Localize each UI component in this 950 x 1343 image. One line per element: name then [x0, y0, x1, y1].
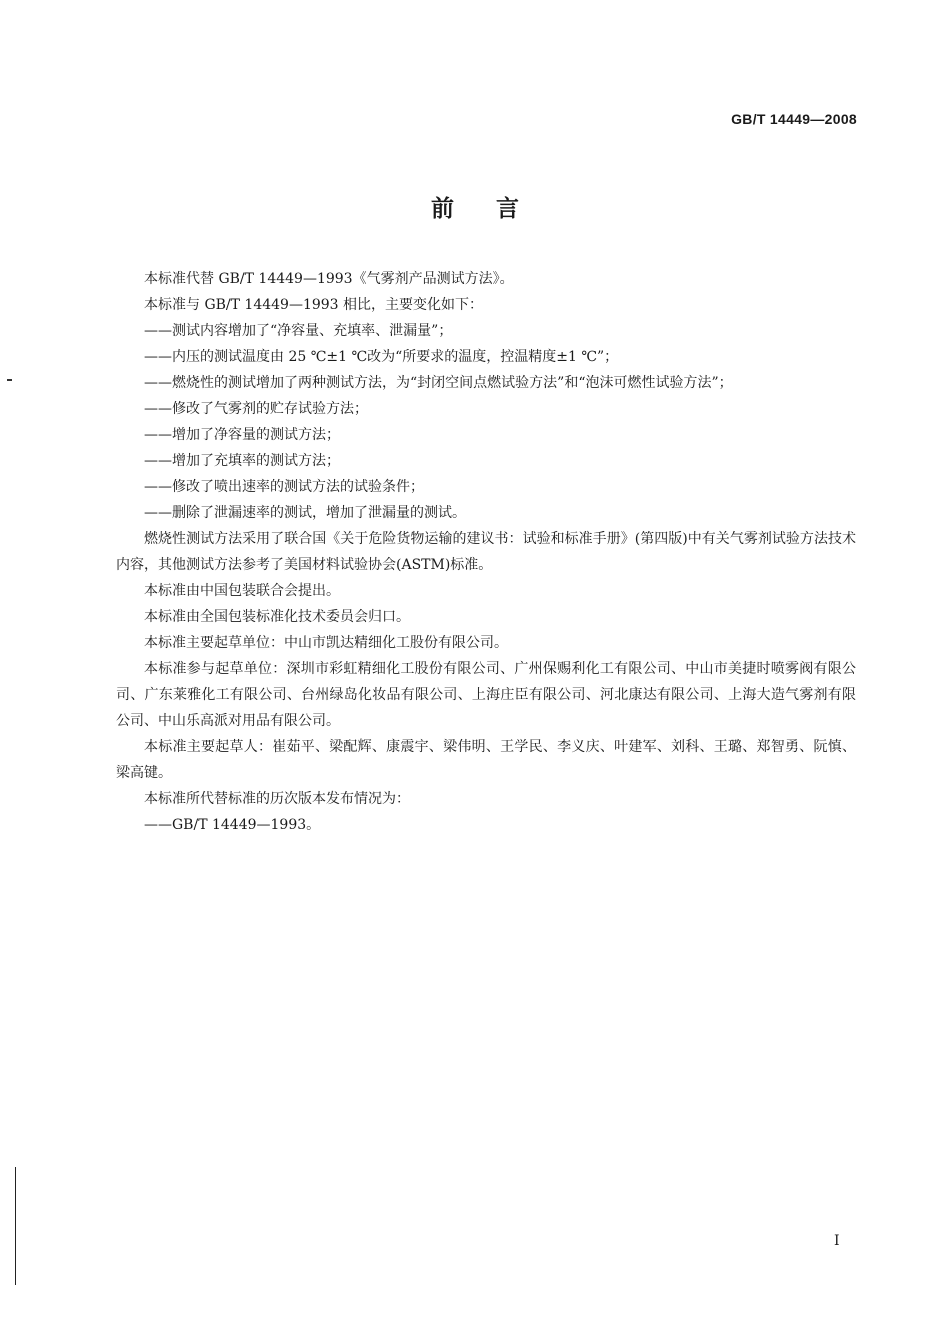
- scan-artifact-line: [15, 1167, 16, 1285]
- paragraph-main-drafting-unit: 本标准主要起草单位：中山市凯达精细化工股份有限公司。: [144, 635, 508, 651]
- change-item: ——增加了净容量的测试方法；: [144, 427, 340, 443]
- paragraph-changes-intro: 本标准与 GB/T 14449—1993 相比，主要变化如下：: [144, 297, 484, 313]
- change-item: ——修改了喷出速率的测试方法的试验条件；: [144, 479, 424, 495]
- paragraph-flammability-method: 燃烧性测试方法采用了联合国《关于危险货物运输的建议书：试验和标准手册》(第四版)中有关气雾剂试验方法技术内容，其他测试方法参考了美国材料试验协会(ASTM)标准。: [116, 531, 856, 573]
- standard-number: GB/T 14449—2008: [731, 111, 857, 127]
- history-item: ——GB/T 14449—1993。: [144, 817, 321, 833]
- paragraph-proposed-by: 本标准由中国包装联合会提出。: [144, 583, 340, 599]
- change-item: ——删除了泄漏速率的测试，增加了泄漏量的测试。: [144, 505, 466, 521]
- change-item: ——增加了充填率的测试方法；: [144, 453, 340, 469]
- paragraph-participating-units: 本标准参与起草单位：深圳市彩虹精细化工股份有限公司、广州保赐利化工有限公司、中山市美捷时喷雾阀有限公司、广东莱雅化工有限公司、台州绿岛化妆品有限公司、上海庄臣有限公司、河北康达有限公司、上海大造气雾剂有限公司、中山乐高派对用品有限公司。: [116, 661, 856, 729]
- change-item: ——测试内容增加了“净容量、充填率、泄漏量”；: [144, 323, 453, 339]
- paragraph-history-intro: 本标准所代替标准的历次版本发布情况为：: [144, 791, 410, 807]
- change-item: ——燃烧性的测试增加了两种测试方法，为“封闭空间点燃试验方法”和“泡沫可燃性试验方法”；: [144, 375, 733, 391]
- page-title: 前言: [431, 196, 561, 222]
- paragraph-main-drafters: 本标准主要起草人：崔茹平、梁配辉、康震宇、梁伟明、王学民、李义庆、叶建军、刘科、王璐、郑智勇、阮慎、梁高键。: [116, 739, 856, 781]
- scan-artifact: [7, 379, 12, 381]
- page-number: I: [834, 1233, 840, 1249]
- change-item: ——修改了气雾剂的贮存试验方法；: [144, 401, 368, 417]
- preface-body: [116, 266, 856, 838]
- paragraph-administered-by: 本标准由全国包装标准化技术委员会归口。: [144, 609, 410, 625]
- change-item: ——内压的测试温度由 25 ℃±1 ℃改为“所要求的温度，控温精度±1 ℃”；: [144, 349, 619, 365]
- paragraph-replaces: 本标准代替 GB/T 14449—1993《气雾剂产品测试方法》。: [144, 271, 514, 287]
